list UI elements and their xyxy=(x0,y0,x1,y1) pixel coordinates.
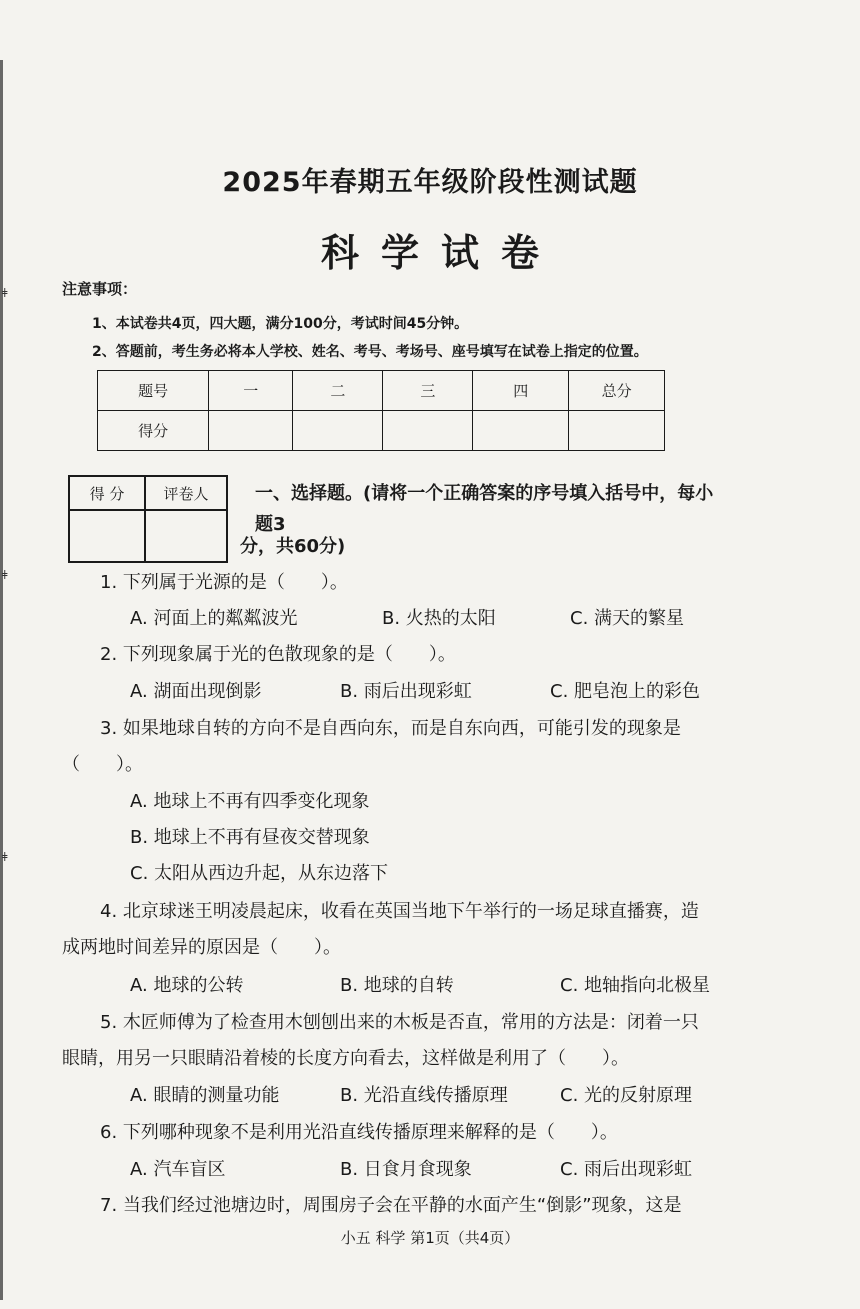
question-3-option-a: A. 地球上不再有四季变化现象 xyxy=(130,791,370,812)
score-cell[interactable] xyxy=(383,411,473,451)
question-4-option-c: C. 地轴指向北极星 xyxy=(560,975,711,996)
score-table-header-cell: 总分 xyxy=(569,371,665,411)
score-table-header-cell: 题号 xyxy=(98,371,209,411)
question-5-stem: 眼睛，用另一只眼睛沿着棱的长度方向看去，这样做是利用了（ ）。 xyxy=(62,1048,629,1069)
question-6-option-c: C. 雨后出现彩虹 xyxy=(560,1159,693,1180)
question-1-option-c: C. 满天的繁星 xyxy=(570,608,685,629)
question-2-option-b: B. 雨后出现彩虹 xyxy=(340,681,472,702)
binding-margin-mark: ǂ xyxy=(2,568,8,582)
question-7-stem: 7. 当我们经过池塘边时，周围房子会在平静的水面产生“倒影”现象，这是 xyxy=(100,1195,682,1216)
notice-item: 2、答题前，考生务必将本人学校、姓名、考号、考场号、座号填写在试卷上指定的位置。 xyxy=(92,344,648,360)
score-table-header-row xyxy=(98,371,665,411)
question-4-stem: 成两地时间差异的原因是（ ）。 xyxy=(62,937,341,958)
question-3-option-c: C. 太阳从西边升起，从东边落下 xyxy=(130,863,389,884)
score-row-label: 得分 xyxy=(98,411,209,451)
question-2-option-c: C. 肥皂泡上的彩色 xyxy=(550,681,701,702)
exam-subtitle: 科学试卷 xyxy=(320,230,561,275)
score-cell[interactable] xyxy=(293,411,383,451)
score-cell[interactable] xyxy=(473,411,569,451)
notice-item: 1、本试卷共4页，四大题，满分100分，考试时间45分钟。 xyxy=(92,316,469,332)
grader-name-label: 评卷人 xyxy=(145,476,227,510)
score-table-header-cell: 一 xyxy=(209,371,293,411)
question-6-option-a: A. 汽车盲区 xyxy=(130,1159,226,1180)
question-3-option-b: B. 地球上不再有昼夜交替现象 xyxy=(130,827,370,848)
grader-score-label: 得 分 xyxy=(69,476,145,510)
question-1-option-b: B. 火热的太阳 xyxy=(382,608,496,629)
section-title-line: 题3 xyxy=(255,514,286,535)
page-footer: 小五 科学 第1页（共4页） xyxy=(340,1229,520,1247)
exam-title: 2025年春期五年级阶段性测试题 xyxy=(222,167,638,198)
score-cell[interactable] xyxy=(569,411,665,451)
question-2-stem: 2. 下列现象属于光的色散现象的是（ ）。 xyxy=(100,644,456,665)
question-4-option-a: A. 地球的公转 xyxy=(130,975,244,996)
question-5-stem: 5. 木匠师傅为了检查用木刨刨出来的木板是否直，常用的方法是：闭着一只 xyxy=(100,1012,699,1033)
grader-box xyxy=(68,475,228,563)
score-table-header-cell: 四 xyxy=(473,371,569,411)
question-2-option-a: A. 湖面出现倒影 xyxy=(130,681,262,702)
section-title xyxy=(240,478,785,540)
binding-margin-mark: ǂ xyxy=(2,286,8,300)
question-1-stem: 1. 下列属于光源的是（ ）。 xyxy=(100,572,348,593)
question-4-stem: 4. 北京球迷王明凌晨起床，收看在英国当地下午举行的一场足球直播赛，造 xyxy=(100,901,699,922)
section-title-line: 一、选择题。(请将一个正确答案的序号填入括号中，每小 xyxy=(255,483,714,504)
question-5-option-b: B. 光沿直线传播原理 xyxy=(340,1085,508,1106)
score-table-score-row xyxy=(98,411,665,451)
question-3-stem: 3. 如果地球自转的方向不是自西向东，而是自东向西，可能引发的现象是 xyxy=(100,718,681,739)
notice-heading: 注意事项： xyxy=(62,280,138,298)
question-5-option-c: C. 光的反射原理 xyxy=(560,1085,693,1106)
grader-name-cell[interactable] xyxy=(145,510,227,562)
section-title-line: 分，共60分) xyxy=(240,536,346,557)
binding-margin-mark: ǂ xyxy=(2,850,8,864)
score-cell[interactable] xyxy=(209,411,293,451)
question-6-stem: 6. 下列哪种现象不是利用光沿直线传播原理来解释的是（ ）。 xyxy=(100,1122,618,1143)
question-3-stem: （ ）。 xyxy=(62,754,143,775)
question-1-option-a: A. 河面上的粼粼波光 xyxy=(130,608,298,629)
score-table xyxy=(97,370,665,451)
question-6-option-b: B. 日食月食现象 xyxy=(340,1159,472,1180)
score-table-header-cell: 三 xyxy=(383,371,473,411)
score-table-header-cell: 二 xyxy=(293,371,383,411)
question-4-option-b: B. 地球的自转 xyxy=(340,975,454,996)
grader-score-cell[interactable] xyxy=(69,510,145,562)
question-5-option-a: A. 眼睛的测量功能 xyxy=(130,1085,280,1106)
